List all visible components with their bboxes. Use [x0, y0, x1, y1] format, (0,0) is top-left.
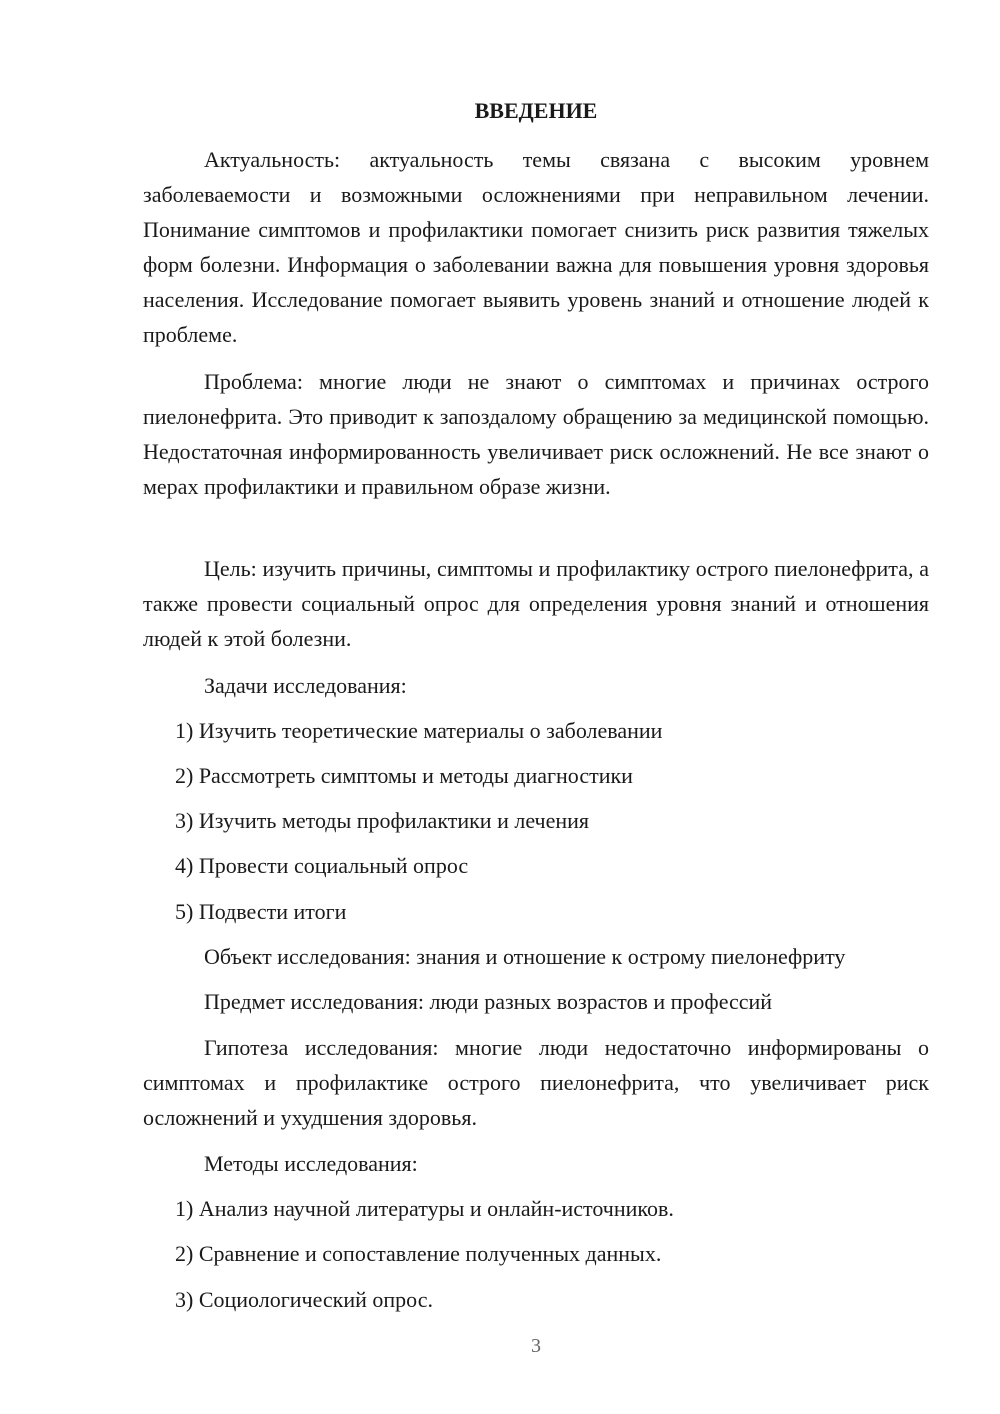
task-item: 1) Изучить теоретические материалы о заболевании	[175, 718, 663, 743]
method-item: 1) Анализ научной литературы и онлайн-источников.	[175, 1196, 674, 1221]
task-item: 4) Провести социальный опрос	[175, 853, 469, 878]
page-number: 3	[531, 1335, 541, 1357]
task-item: 2) Рассмотреть симптомы и методы диагностики	[175, 763, 633, 788]
methods-heading: Методы исследования:	[204, 1151, 418, 1176]
section-title: ВВЕДЕНИЕ	[474, 98, 598, 123]
paragraph-hypothesis: Гипотеза исследования: многие люди недостаточно информированы о симптомах и профилактике острого пиелонефрита, что увеличивает риск осложнений и ухудшения здоровья.	[143, 1035, 929, 1130]
method-item: 2) Сравнение и сопоставление полученных данных.	[175, 1241, 662, 1266]
task-item: 5) Подвести итоги	[175, 899, 347, 924]
task-item: 3) Изучить методы профилактики и лечения	[175, 808, 590, 833]
paragraph-relevance: Актуальность: актуальность темы связана с высоким уровнем заболеваемости и возможными осложнениями при неправильном лечении. Понимание симптомов и профилактики помогает снизить риск развития тяжелых форм болезни. Информация о заболевании важна для повышения уровня здоровья населения. Исследование помогает выявить уровень знаний и отношение людей к проблеме.	[143, 147, 929, 347]
research-subject: Предмет исследования: люди разных возрастов и профессий	[204, 989, 773, 1014]
tasks-heading: Задачи исследования:	[204, 673, 407, 698]
research-object: Объект исследования: знания и отношение к острому пиелонефриту	[204, 944, 846, 969]
paragraph-problem: Проблема: многие люди не знают о симптомах и причинах острого пиелонефрита. Это приводит к запоздалому обращению за медицинской помощью. Недостаточная информированность увеличивает риск осложнений. Не все знают о мерах профилактики и правильном образе жизни.	[143, 369, 929, 499]
paragraph-goal: Цель: изучить причины, симптомы и профилактику острого пиелонефрита, а также провести социальный опрос для определения уровня знаний и отношения людей к этой болезни.	[143, 556, 929, 651]
method-item: 3) Социологический опрос.	[175, 1287, 433, 1312]
